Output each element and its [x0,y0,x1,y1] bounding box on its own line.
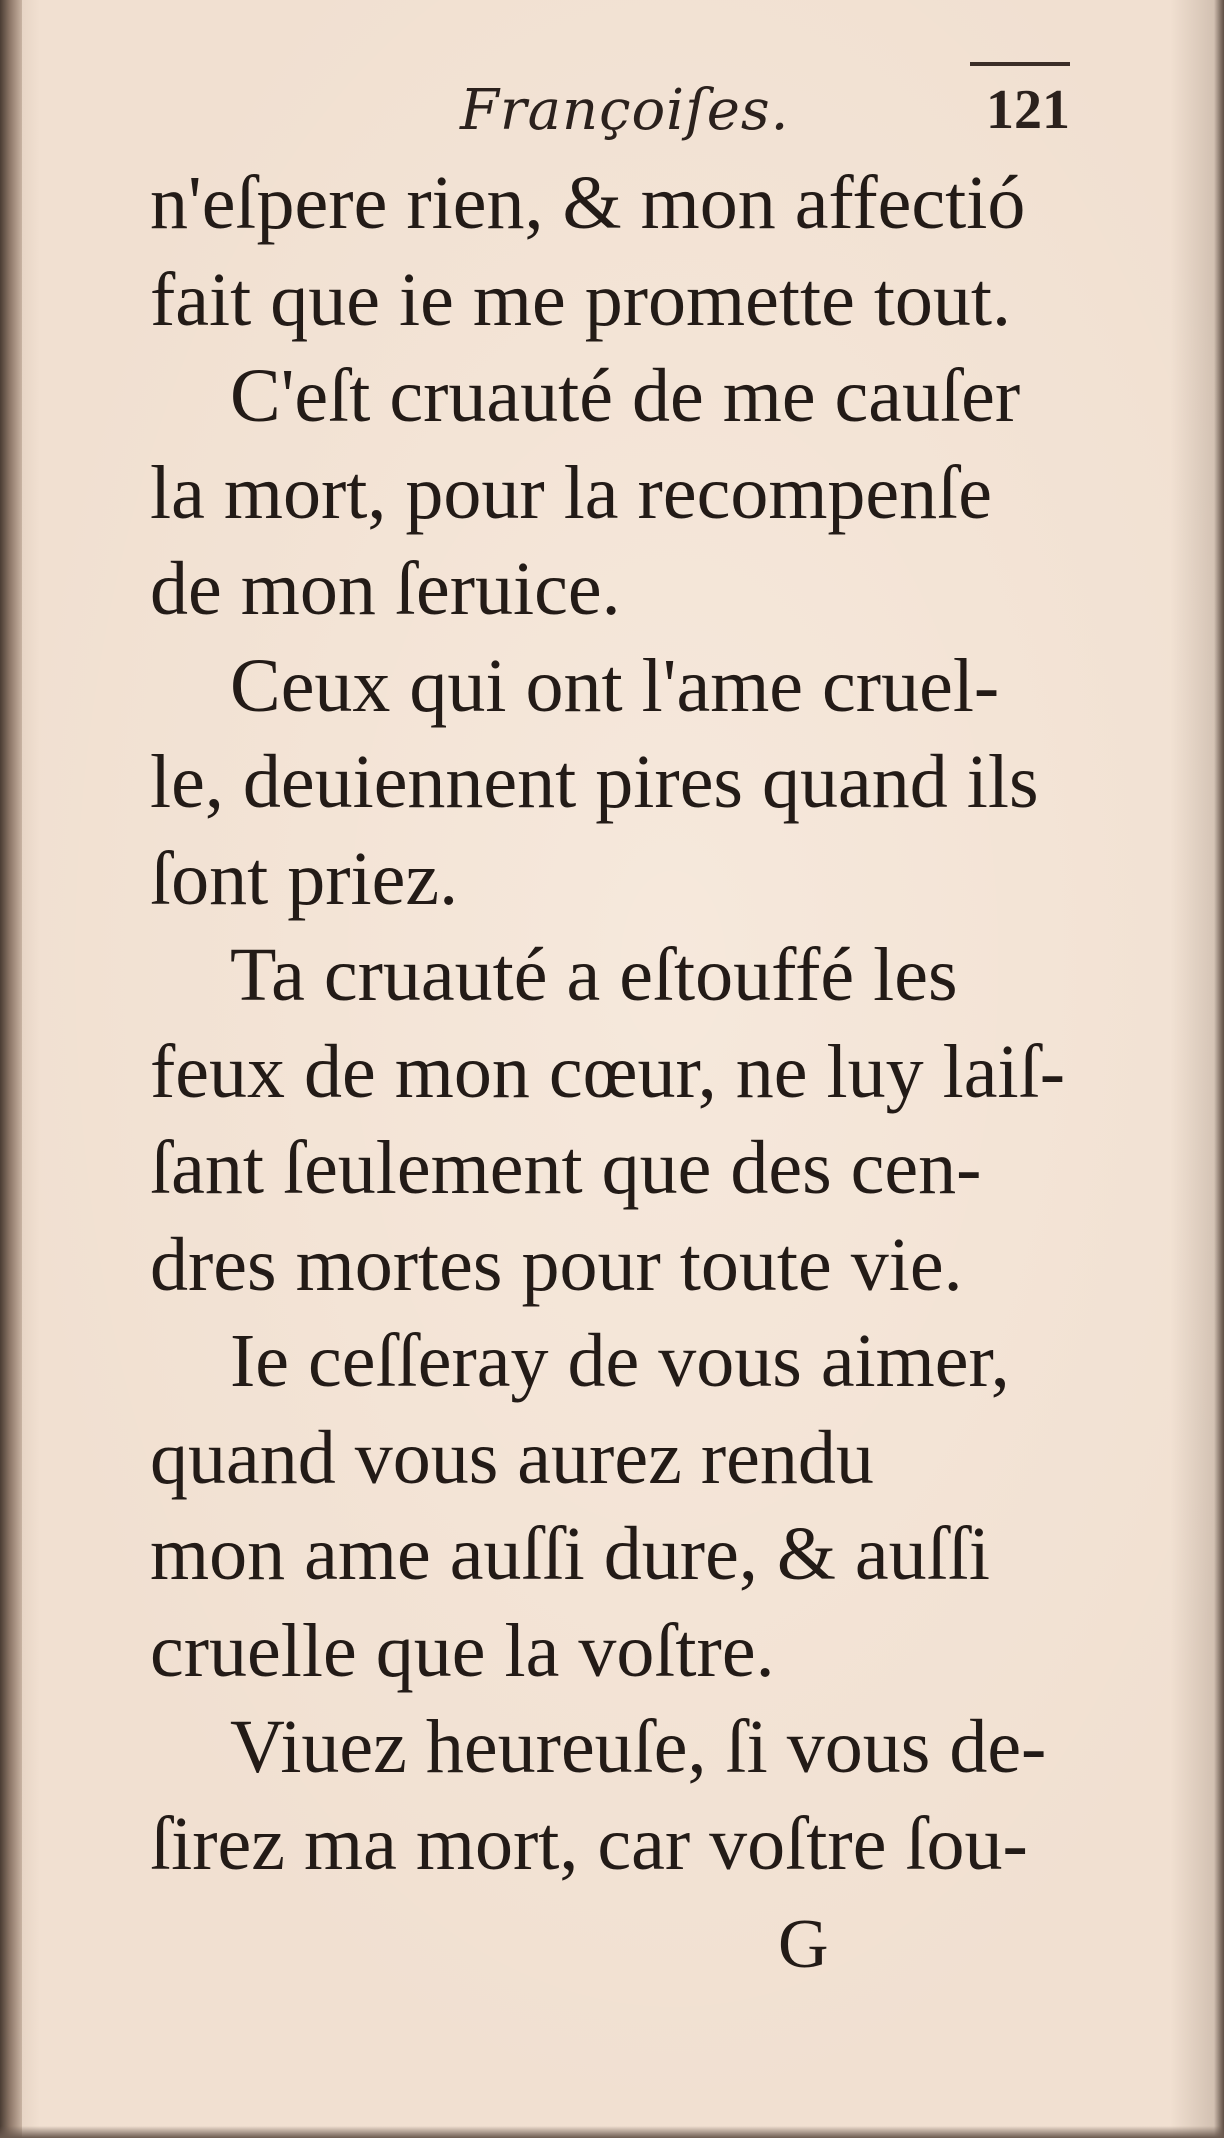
text-line: ſirez ma mort, car voſtre ſou- [150,1801,1028,1886]
text-line: Viuez heureuſe, ſi vous de- [230,1705,1047,1789]
header-rule [970,62,1070,66]
text-line: ſant ſeulement que des cen- [150,1126,982,1210]
running-title: Françoiſes. [460,78,790,143]
text-line: Ta cruauté a eſtouffé les [230,933,958,1017]
text-line: mon ame auſſi dure, & auſſi [150,1512,991,1596]
text-line: de mon ſeruice. [150,547,621,631]
text-line: dres mortes pour toute vie. [150,1222,963,1307]
text-line: ſont priez. [150,836,459,921]
text-line: cruelle que la voſtre. [150,1608,775,1693]
text-line: C'eſt cruauté de me cauſer [230,354,1021,438]
text-line: fait que ie me promette tout. [150,257,1012,342]
text-line: Ceux qui ont l'ame cruel- [230,643,1000,728]
text-line: n'eſpere rien, & mon affectió [150,161,1026,245]
page-edge-bottom [0,2126,1224,2138]
page-header [150,60,1070,150]
signature-mark: G [778,1906,829,1983]
text-line: Ie ceſſeray de vous aimer, [230,1319,1010,1403]
text-line: la mort, pour la recompenſe [150,450,993,535]
text-line: le, deuiennent pires quand ils [150,740,1039,824]
body-text [150,155,1070,1892]
page-number: 121 [986,79,1070,141]
page-edge-right [1214,0,1224,2138]
text-line: feux de mon cœur, ne luy laiſ- [150,1029,1066,1114]
page-binding-shadow [0,0,22,2138]
text-line: quand vous aurez rendu [150,1415,874,1500]
